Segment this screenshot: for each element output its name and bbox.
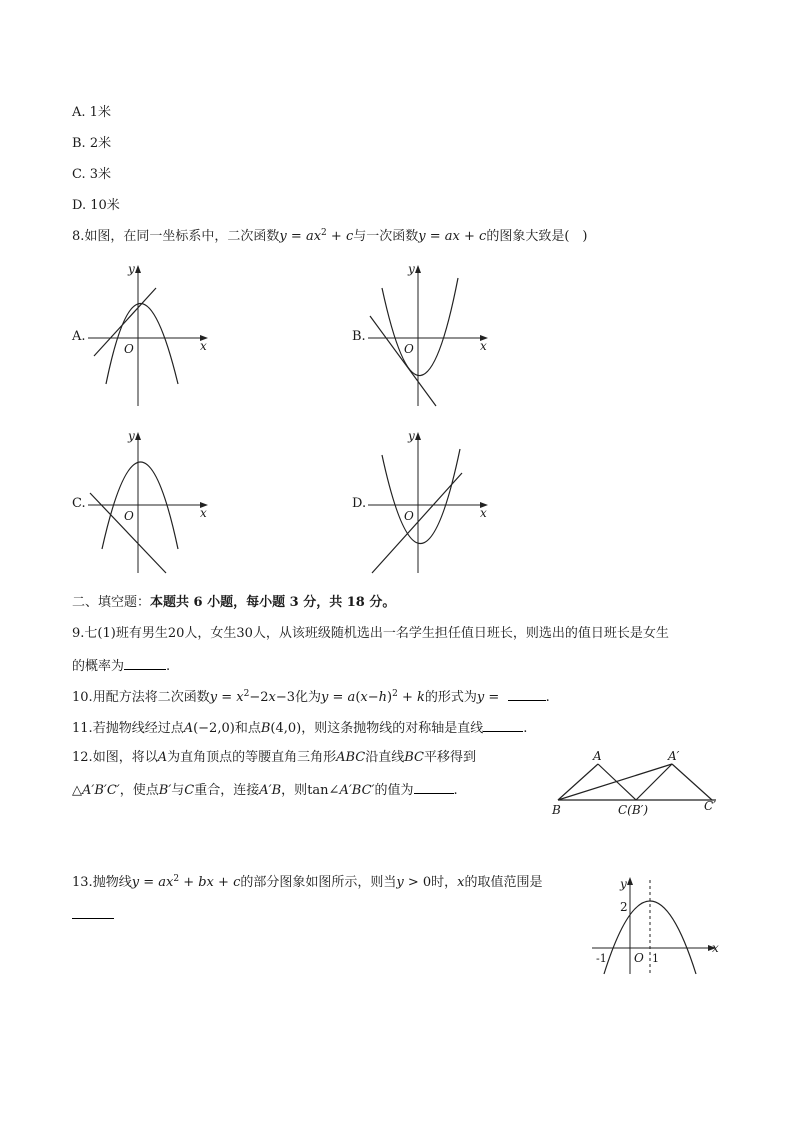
q8-graph-c-label: C. xyxy=(72,496,86,511)
q9-stem-line-1: 9.七(1)班有男生20人，女生30人，从该班级随机选出一名学生担任值日班长，则选出的值日班长是女生 xyxy=(72,626,669,641)
svg-text:A: A xyxy=(593,749,602,763)
svg-text:y: y xyxy=(408,429,415,443)
q7-option-c: C. 3米 xyxy=(72,167,112,182)
q10-answer-blank[interactable] xyxy=(508,687,546,701)
q13-answer-line xyxy=(72,905,114,925)
q7-option-b: B. 2米 xyxy=(72,136,112,151)
svg-text:x: x xyxy=(712,941,719,955)
svg-text:x: x xyxy=(480,339,487,353)
svg-text:B: B xyxy=(552,803,561,817)
q8-graph-b-label: B. xyxy=(352,329,366,344)
q12-figure xyxy=(548,748,728,820)
svg-text:C(B′): C(B′) xyxy=(618,803,649,817)
q8-stem: 8.如图，在同一坐标系中，二次函数$y = ax^2 + c$与一次函数y = ax + c的图象大致是( ) xyxy=(72,228,588,244)
q11-answer-blank[interactable] xyxy=(483,718,523,732)
svg-text:-1: -1 xyxy=(596,952,607,965)
svg-text:O: O xyxy=(404,342,414,356)
q8-graph-b xyxy=(364,258,494,408)
q8-graph-a xyxy=(84,258,214,408)
svg-text:x: x xyxy=(480,506,487,520)
q7-option-d: D. 10米 xyxy=(72,198,120,213)
q12-stem-line-1: 12.如图，将以A为直角顶点的等腰直角三角形ABC沿直线BC平移得到 xyxy=(72,750,477,765)
q8-graph-d-label: D. xyxy=(352,496,367,511)
section-2-title: 二、填空题：本题共 6 小题，每小题 3 分，共 18 分。 xyxy=(72,595,396,610)
svg-text:O: O xyxy=(124,342,134,356)
svg-text:y: y xyxy=(620,877,627,891)
q13-answer-blank[interactable] xyxy=(72,905,114,919)
q11-stem: 11.若抛物线经过点A(−2,0)和点B(4,0)，则这条抛物线的对称轴是直线 . xyxy=(72,718,527,738)
q9-stem-line-2: 的概率为 . xyxy=(72,656,170,676)
svg-text:1: 1 xyxy=(652,952,659,965)
q8-graph-a-label: A. xyxy=(72,329,86,344)
q12-answer-blank[interactable] xyxy=(414,780,454,794)
q13-figure xyxy=(588,870,722,980)
svg-text:x: x xyxy=(200,339,207,353)
svg-text:y: y xyxy=(408,262,415,276)
svg-text:C′: C′ xyxy=(704,799,716,813)
svg-text:2: 2 xyxy=(620,900,628,914)
q7-option-a: A. 1米 xyxy=(72,105,111,120)
svg-text:x: x xyxy=(200,506,207,520)
q10-stem: 10.用配方法将二次函数$y = x^2-2x-3$化为$y = a(x-h)^2 + k$的形式为y = . xyxy=(72,689,550,705)
svg-text:y: y xyxy=(128,429,135,443)
q13-stem: 13.抛物线$y = ax^2$ + bx + c的部分图象如图所示，则当y > 0时，x的取值范围是 xyxy=(72,874,543,890)
q9-answer-blank[interactable] xyxy=(124,656,166,670)
q8-graph-d xyxy=(364,425,494,575)
svg-text:y: y xyxy=(128,262,135,276)
svg-text:O: O xyxy=(634,951,644,965)
svg-text:O: O xyxy=(404,509,414,523)
q12-stem-line-2: △A′B′C′，使点B′与C重合，连接A′B，则tan∠A′BC′的值为 . xyxy=(72,780,458,800)
svg-text:O: O xyxy=(124,509,134,523)
svg-text:A′: A′ xyxy=(668,749,680,763)
q8-graph-c xyxy=(84,425,214,575)
